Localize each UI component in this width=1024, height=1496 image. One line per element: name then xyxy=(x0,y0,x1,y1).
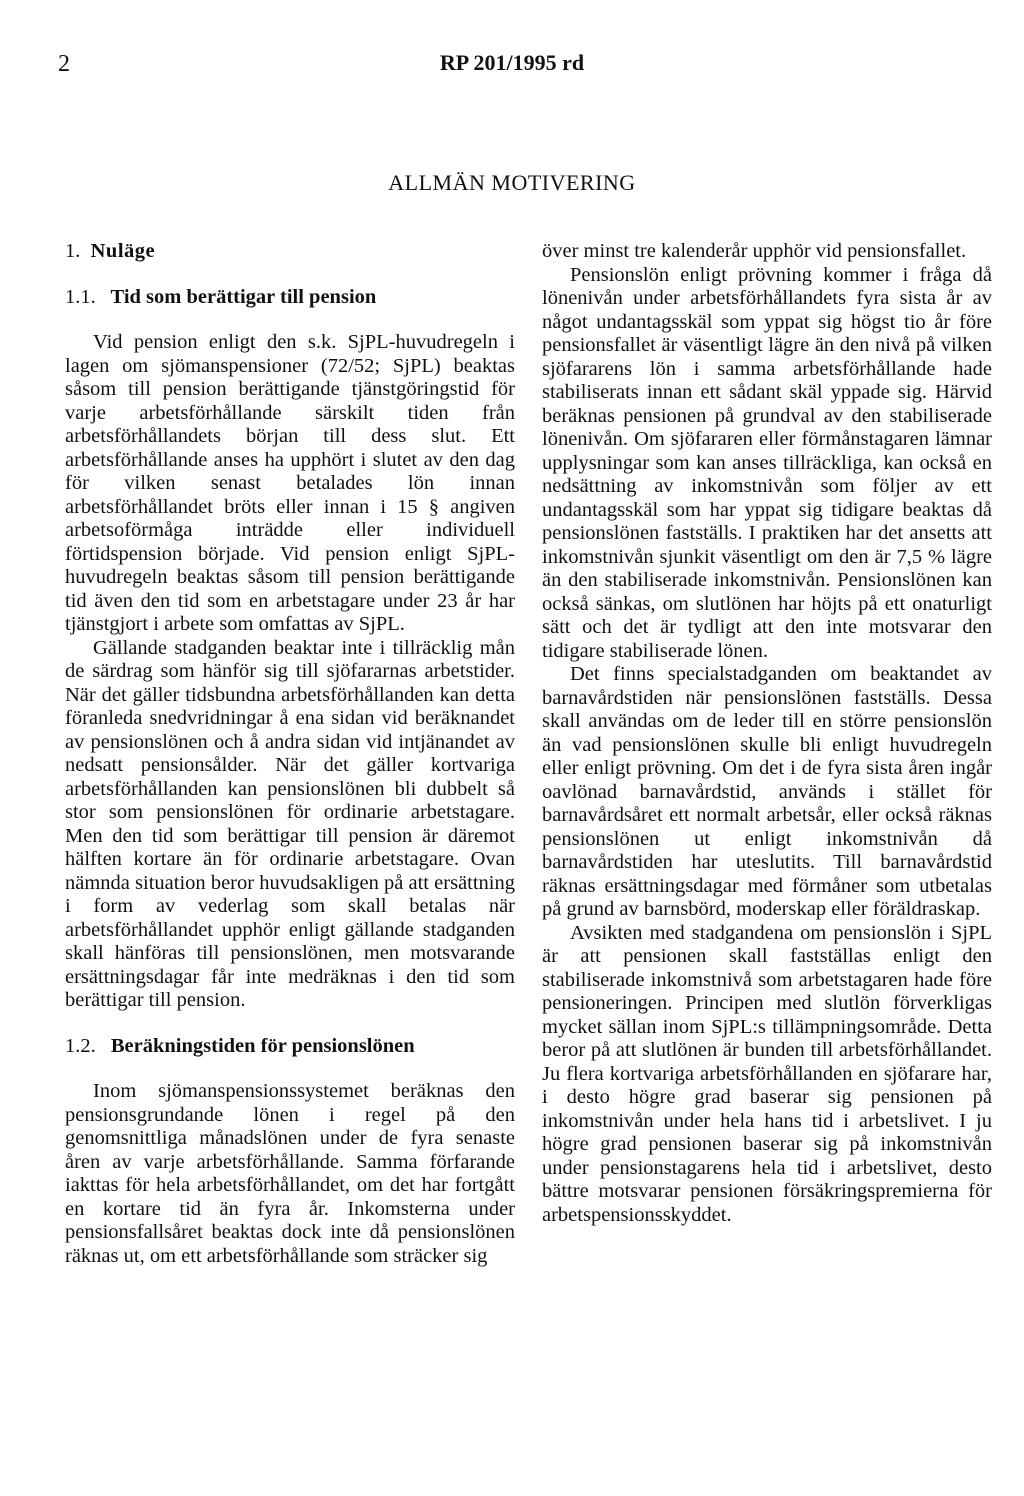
paragraph: Avsikten med stadgandena om pensionslön i SjPL är att pensionen skall fastställas enligt den stabiliserade inkomstnivå som arbetstagaren hade före pensioneringen. Principen med slutlön förverkligas mycket sällan inom SjPL:s tillämpningsområde. Detta beror på att slutlönen är bunden till arbetsförhållandet. Ju flera kortvariga arbetsförhållanden en sjöfarare har, i desto högre grad baserar sig pensionen på inkomstnivån under hela hans tid i arbetslivet. I ju högre grad pensionen baserar sig på inkomstnivån under pensionstagarens hela tid i arbetslivet, desto bättre motsvarar pensionen försäkringspremierna för arbetspensionsskyddet. xyxy=(542,921,992,1226)
paragraph: Gällande stadganden beaktar inte i tillräcklig mån de särdrag som hänför sig till sjöfararnas arbetstider. När det gäller tidsbundna arbetsförhållanden kan detta föranleda snedvridningar å ena sidan vid beräknandet av pensionslönen och å andra sidan vid intjänandet av nedsatt pensionsålder. När det gäller kortvariga arbetsförhållanden kan pensionslönen bli dubbelt så stor som pensionslönen för ordinarie arbetstagare. Men den tid som berättigar till pension är däremot hälften kortare än för ordinarie arbetstagare. Ovan nämnda situation beror huvudsakligen på att ersättning i form av vederlag som skall betalas när arbetsförhållandet upphör enligt gällande stadganden skall hänföras till pensionslönen, men motsvarande ersättningsdagar får inte medräknas i den tid som berättigar till pension. xyxy=(65,636,515,1011)
document-title: ALLMÄN MOTIVERING xyxy=(388,170,636,195)
left-column xyxy=(65,240,515,1268)
paragraph: Vid pension enligt den s.k. SjPL-huvudregeln i lagen om sjömanspensioner (72/52; SjPL) beaktas såsom till pension berättigande tjänstgöringstid för varje arbetsförhållande särskilt tiden från arbetsförhållandets början till dess slut. Ett arbetsförhållande anses ha upphört i slutet av den dag för vilken senast betalades lön innan arbetsförhållandet bröts eller innan i 15 § angiven arbetsoförmåga inträdde eller individuell förtidspension började. Vid pension enligt SjPL-huvudregeln beaktas såsom till pension berättigande tid även den tid som en arbetstagare under 23 år har tjänstgjort i arbete som omfattas av SjPL. xyxy=(65,331,515,635)
paragraph: Pensionslön enligt prövning kommer i fråga då lönenivån under arbetsförhållandets fyra sista år av något undantagsskäl som yppat sig högst tio år före pensionsfallet är väsentligt lägre än den nivå på vilken sjöfararens lön i samma arbetsförhållande hade stabiliserats innan ett sådant skäl yppade sig. Härvid beräknas pensionen på grundval av den stabiliserade lönenivån. Om sjöfararen eller förmånstagaren lämnar upplysningar som kan anses tillräckliga, kan också en nedsättning av inkomstnivån som följer av ett undantagsskäl som har yppat sig tidigare beaktas då pensionslönen fastställs. I praktiken har det ansetts att inkomstnivån sjunkit väsentligt om den är 7,5 % lägre än den stabiliserade inkomstnivån. Pensionslönen kan också sänkas, om slutlönen har höjts på ett onaturligt sätt och det är tydligt att den inte motsvarar den tidigare stabiliserade lönen. xyxy=(542,263,992,662)
section-1-1-number: 1.1. xyxy=(65,285,96,308)
page-number: 2 xyxy=(58,51,70,77)
paragraph-continuation: över minst tre kalenderår upphör vid pensionsfallet. xyxy=(542,240,967,262)
section-1-1-title: Tid som berättigar till pension xyxy=(110,285,377,308)
right-column xyxy=(542,240,992,1227)
paragraph: Inom sjömanspensionssystemet beräknas den pensionsgrundande lönen i regel på den genomsnittliga månadslönen under de fyra senaste åren av varje arbetsförhållande. Samma förfarande iakttas för hela arbetsförhållandet, om det har fortgått en kortare tid än fyra år. Inkomsterna under pensionsfallsåret beaktas dock inte då pensionslönen räknas ut, om ett arbetsförhållande som sträcker sig xyxy=(65,1080,515,1267)
section-1-1-heading xyxy=(65,286,515,310)
section-1-number: 1. xyxy=(65,240,81,262)
section-1-title: Nuläge xyxy=(90,240,156,262)
paragraph: Det finns specialstadganden om beaktandet av barnavårdstiden när pensionslönen fastställs. Dessa skall användas om de leder till en större pensionslön än vad pensionslönen skulle bli enligt huvudregeln eller enligt prövning. Om det i de fyra sista åren ingår oavlönad barnavårdstid, används i stället för barnavårdsåret ett normalt arbetsår, eller också räknas pensionslönen ut enligt inkomstnivån då barnavårdstiden har uteslutits. Till barnavårdstid räknas ersättningsdagar med förmåner som utbetalas på grund av barnsbörd, moderskap eller föräldraskap. xyxy=(542,663,992,920)
running-head: RP 201/1995 rd xyxy=(439,50,585,75)
section-1-2-heading xyxy=(65,1035,515,1059)
section-1-2-title: Beräkningstiden för pensionslönen xyxy=(110,1034,415,1057)
section-1-2-number: 1.2. xyxy=(65,1034,96,1057)
section-1-heading xyxy=(65,240,515,264)
